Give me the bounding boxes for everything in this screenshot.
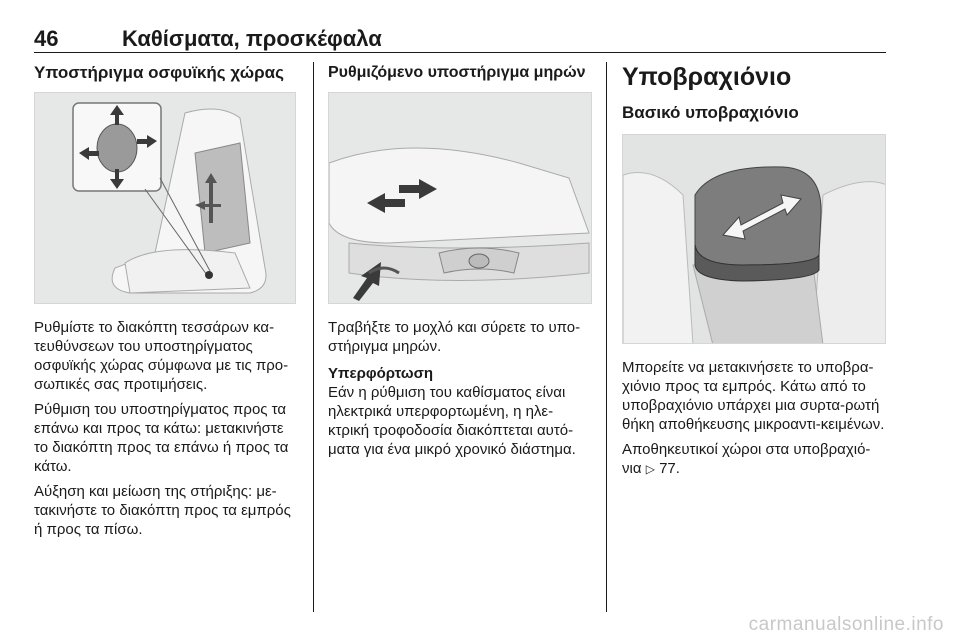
subheading-basic-armrest: Βασικό υποβραχιόνιο: [622, 103, 799, 122]
paragraph: Μπορείτε να μετακινήσετε το υποβρα-χιόνιο προς τα εμπρός. Κάτω από το υποβραχιόνιο υπάρχει μια συρτα-ρωτή θήκη αποθήκευσης μικροαντι-κειμένων.: [622, 359, 885, 433]
paragraph: [622, 440, 886, 479]
paragraph: Τραβήξτε το μοχλό και σύρετε το υπο-στήριγμα μηρών.: [328, 319, 581, 355]
paragraph-text: Αποθηκευτικοί χώροι στα υποβραχιό-νια: [622, 441, 871, 477]
paragraph: Αύξηση και μείωση της στήριξης: με-τακινήστε το διακόπτη προς τα εμπρός ή προς τα πίσω.: [34, 483, 291, 538]
section-heading: Υποβραχιόνιο: [622, 63, 792, 91]
subheading-overload: Υπερφόρτωση: [328, 365, 434, 382]
section-heading: Ρυθμιζόμενο υποστήριγμα μηρών: [328, 64, 586, 81]
paragraph: Εάν η ρύθμιση του καθίσματος είναι ηλεκτρικά υπερφορτωμένη, η ηλε-κτρική τροφοδοσία διακόπτεται αυτό-ματα για ένα μικρό χρονικό διάστημα.: [328, 384, 576, 458]
lumbar-support-section: [34, 60, 296, 539]
armrest-illustration: [622, 134, 886, 344]
page-reference-link[interactable]: 77.: [659, 460, 680, 477]
paragraph: Ρύθμιση του υποστηρίγματος προς τα επάνω και προς τα κάτω: μετακινήστε το διακόπτη προς τα επάνω ή προς τα κάτω.: [34, 401, 289, 475]
paragraph: Ρυθμίστε το διακόπτη τεσσάρων κα-τευθύνσεων του υποστηρίγματος οσφυϊκής χώρας σύμφωνα με τις προ-σωπικές σας προτιμήσεις.: [34, 319, 289, 393]
armrest-section: [622, 60, 886, 479]
lumbar-support-illustration: [34, 92, 296, 304]
page-number: 46: [34, 26, 59, 51]
column-divider: [313, 62, 314, 612]
page-ref-icon: ▷: [645, 462, 655, 476]
watermark: carmanualsonline.info: [748, 614, 944, 635]
column-divider: [606, 62, 607, 612]
section-heading: Υποστήριγμα οσφυϊκής χώρας: [34, 63, 284, 82]
thigh-support-illustration: [328, 92, 592, 304]
page-header: [34, 26, 886, 53]
thigh-support-section: [328, 60, 592, 459]
page-title: Καθίσματα, προσκέφαλα: [122, 26, 382, 51]
